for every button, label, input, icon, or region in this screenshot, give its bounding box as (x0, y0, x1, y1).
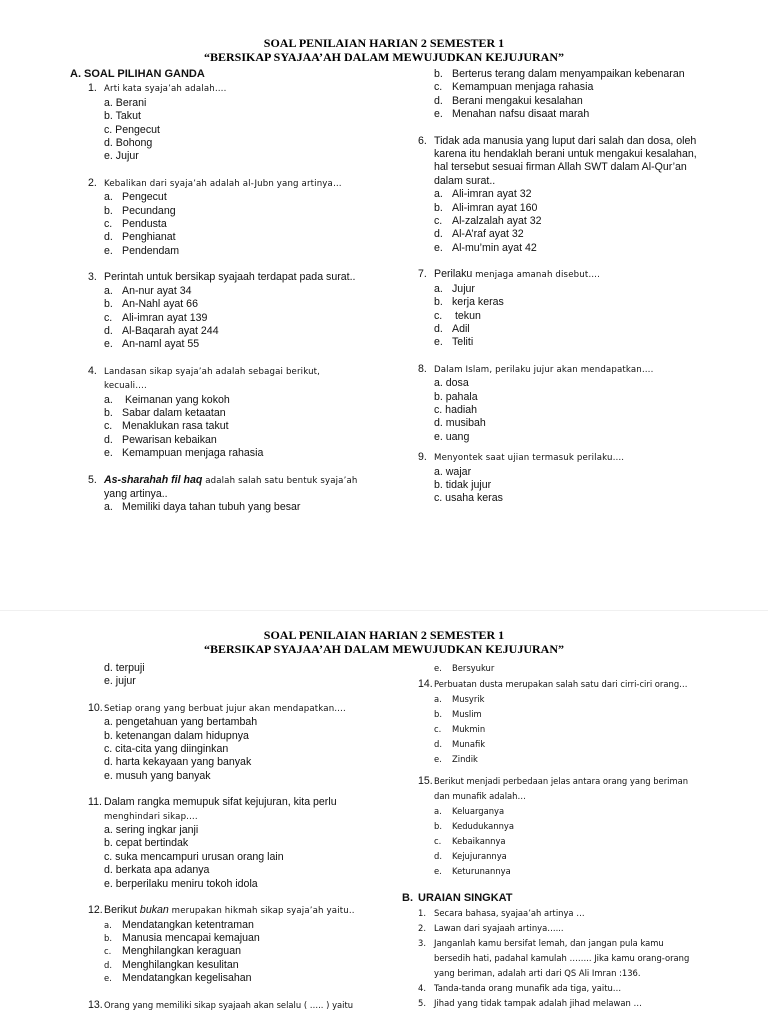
question-9-option-c[interactable]: c. usaha keras (434, 492, 503, 505)
question-3-option-b[interactable]: b. An-Nahl ayat 66 (104, 298, 198, 311)
title-line-1: SOAL PENILAIAN HARIAN 2 SEMESTER 1 (263, 36, 505, 50)
question-15-option-d[interactable]: d. Kejujurannya (434, 850, 507, 861)
question-6-line-4: dalam surat.. (434, 174, 496, 187)
question-1-option-d[interactable]: d. Bohong (104, 137, 153, 150)
question-2-option-a[interactable]: a. Pengecut (104, 191, 167, 204)
question-3-option-c[interactable]: c. Ali-imran ayat 139 (104, 311, 208, 324)
question-8-option-e[interactable]: e. uang (434, 430, 470, 443)
question-4: 4. Landasan sikap syaja’ah adalah sebagai berikut, kecuali…. (88, 364, 321, 392)
question-7-option-c[interactable]: c. tekun (434, 309, 481, 322)
question-9-option-b[interactable]: b. tidak jujur (434, 478, 492, 491)
question-9: 9. Menyontek saat ujian termasuk perilaku…. (418, 451, 625, 464)
question-9-option-d[interactable]: d. terpuji (104, 662, 145, 674)
question-8: 8. Dalam Islam, perilaku jujur akan mendapatkan…. (418, 362, 654, 375)
question-15-option-b[interactable]: b. Kedudukannya (434, 820, 515, 831)
title-line-2: “BERSIKAP SYAJAA’AH DALAM MEWUJUDKAN KEJUJURAN” (203, 642, 565, 656)
question-6-option-b[interactable]: b. Ali-imran ayat 160 (434, 201, 538, 214)
question-3-option-d[interactable]: d. Al-Baqarah ayat 244 (104, 324, 219, 337)
question-13: 13. Orang yang memiliki sikap syajaah akan selalu ( ….. ) yaitu (88, 998, 354, 1011)
question-2: 2. Kebalikan dari syaja’ah adalah al-Jubn yang artinya… (88, 176, 342, 189)
question-9-option-a[interactable]: a. wajar (434, 465, 472, 478)
question-12-option-a[interactable]: a. Mendatangkan ketentraman (104, 918, 254, 931)
question-9-text: Menyontek saat ujian termasuk perilaku…. (434, 453, 625, 464)
question-14-option-b[interactable]: b. Muslim (434, 708, 482, 719)
question-8-option-b[interactable]: b. pahala (434, 390, 478, 403)
question-5-text: adalah salah satu bentuk syaja’ah (202, 475, 358, 486)
question-2-option-c[interactable]: c. Pendusta (104, 218, 167, 231)
question-2-option-d[interactable]: d. Penghianat (104, 231, 176, 244)
question-4-option-b[interactable]: b. Sabar dalam ketaatan (104, 406, 226, 419)
question-12: 12. Berikut bukan merupakan hikmah sikap syaja’ah yaitu.. (88, 904, 355, 917)
question-5-term: As-sharahah fil haq (104, 473, 203, 486)
question-12-emphasis: bukan (139, 904, 169, 917)
question-11-text-cont: menghindari sikap…. (104, 811, 198, 822)
question-14-option-c[interactable]: c. Mukmin (434, 723, 486, 734)
question-4-option-d[interactable]: d. Pewarisan kebaikan (104, 433, 217, 446)
question-2-text: Kebalikan dari syaja’ah adalah al-Jubn yang artinya… (104, 178, 342, 189)
question-4-option-a[interactable]: a. Keimanan yang kokoh (104, 393, 230, 406)
question-8-option-c[interactable]: c. hadiah (434, 403, 477, 416)
question-1-option-e[interactable]: e. Jujur (104, 150, 139, 163)
question-1: 1. Arti kata syaja’ah adalah…. (88, 82, 227, 95)
question-14-option-e[interactable]: e. Zindik (434, 753, 478, 764)
question-4-text: Landasan sikap syaja’ah adalah sebagai berikut, (104, 366, 321, 377)
question-7: 7. Perilaku menjaga amanah disebut…. (418, 268, 600, 281)
question-7-option-d[interactable]: d. Adil (434, 322, 470, 335)
question-5-option-e[interactable]: e. Menahan nafsu disaat marah (434, 108, 590, 121)
page-2-right-column (402, 662, 718, 1011)
question-6: 6. Tidak ada manusia yang luput dari salah dan dosa, oleh karena itu hendaklah berani untuk mengakui kesalahan, hal tersebut sesuai firman Allah SWT dalam Al-Qur’an dalam surat.. (418, 134, 697, 187)
essay-1: 1. Secara bahasa, syajaa’ah artinya … (418, 908, 585, 919)
question-12-option-c[interactable]: c. Menghilangkan keraguan (104, 945, 241, 958)
question-8-option-a[interactable]: a. dosa (434, 377, 469, 390)
question-7-option-a[interactable]: a. Jujur (434, 282, 475, 295)
question-3-text: Perintah untuk bersikap syajaah terdapat pada surat.. (104, 271, 356, 284)
question-10: 10. Setiap orang yang berbuat jujur akan mendapatkan…. (88, 701, 346, 714)
question-12-option-e[interactable]: e. Mendatangkan kegelisahan (104, 972, 252, 985)
question-10-option-a[interactable]: a. pengetahuan yang bertambah (104, 716, 258, 729)
question-8-text: Dalam Islam, perilaku jujur akan mendapatkan…. (434, 364, 654, 375)
page-2-left-column (88, 662, 408, 1012)
question-10-option-e[interactable]: e. musuh yang banyak (104, 769, 211, 782)
page-1-left-column (70, 68, 400, 515)
question-14-option-d[interactable]: d. Munafik (434, 738, 486, 749)
question-11-option-d[interactable]: d. berkata apa adanya (104, 864, 210, 877)
essay-list (418, 906, 718, 1011)
question-4-option-c[interactable]: c. Menaklukan rasa takut (104, 420, 229, 433)
question-11: 11. Dalam rangka memupuk sifat kejujuran, kita perlu menghindari sikap…. (88, 796, 337, 822)
question-15-option-c[interactable]: c. Kebaikannya (434, 835, 506, 846)
question-15-option-a[interactable]: a. Keluarganya (434, 805, 505, 816)
question-12-text-a: Berikut (104, 904, 140, 917)
question-2-option-e[interactable]: e. Pendendam (104, 244, 180, 257)
question-6-line-1: Tidak ada manusia yang luput dari salah dan dosa, oleh (434, 134, 697, 147)
question-12-option-d[interactable]: d. Menghilangkan kesulitan (104, 958, 239, 971)
question-5-text-cont: yang artinya.. (104, 487, 168, 500)
question-13-option-e[interactable]: e. Bersyukur (434, 663, 495, 673)
question-10-option-d[interactable]: d. harta kekayaan yang banyak (104, 756, 252, 769)
question-11-text: Dalam rangka memupuk sifat kejujuran, kita perlu (104, 796, 337, 809)
question-6-option-a[interactable]: a. Ali-imran ayat 32 (434, 188, 532, 201)
question-8-option-d[interactable]: d. musibah (434, 417, 486, 430)
question-11-option-a[interactable]: a. sering ingkar janji (104, 824, 199, 837)
question-7-text-b: menjaga amanah disebut…. (472, 270, 600, 281)
question-10-option-b[interactable]: b. ketenangan dalam hidupnya (104, 729, 249, 742)
question-1-option-a[interactable]: a. Berani (104, 96, 147, 109)
question-3: 3. Perintah untuk bersikap syajaah terdapat pada surat.. (88, 271, 356, 284)
question-14-text: Perbuatan dusta merupakan salah satu dari cirri-ciri orang… (434, 679, 688, 690)
page-2 (0, 622, 768, 1024)
question-11-option-c[interactable]: c. suka mencampuri urusan orang lain (104, 850, 284, 863)
question-10-option-c[interactable]: c. cita-cita yang diinginkan (104, 743, 229, 756)
title-line-2: “BERSIKAP SYAJAA’AH DALAM MEWUJUDKAN KEJUJURAN” (203, 50, 565, 64)
question-15-text: Berikut menjadi perbedaan jelas antara orang yang beriman (434, 775, 689, 786)
question-15-option-e[interactable]: e. Keturunannya (434, 865, 511, 876)
essay-3: 3. Janganlah kamu bersifat lemah, dan jangan pula kamu bersedih hati, padahal kamulah …….. Jika kamu orang-orang yang beriman, adalah arti dari QS Ali Imran :136. (418, 938, 690, 979)
question-3-option-a[interactable]: a. An-nur ayat 34 (104, 284, 192, 297)
question-4-text-cont: kecuali…. (104, 381, 147, 392)
question-10-text: Setiap orang yang berbuat jujur akan mendapatkan…. (104, 703, 346, 714)
question-4-option-e[interactable]: e. Kemampuan menjaga rahasia (104, 447, 264, 460)
question-5: 5. As-sharahah fil haq adalah salah satu bentuk syaja’ah yang artinya.. (88, 473, 358, 500)
page-1-title (0, 36, 768, 64)
page-2-title (0, 628, 768, 656)
question-5-option-c[interactable]: c. Kemampuan menjaga rahasia (434, 81, 594, 94)
question-5-option-a[interactable]: a. Memiliki daya tahan tubuh yang besar (104, 501, 301, 514)
section-b-heading: B. URAIAN SINGKAT (402, 891, 513, 904)
question-9-option-e[interactable]: e. jujur (104, 675, 136, 688)
essay-4: 4. Tanda-tanda orang munafik ada tiga, yaitu… (418, 983, 622, 994)
question-6-option-c[interactable]: c. Al-zalzalah ayat 32 (434, 215, 542, 228)
question-1-text: Arti kata syaja’ah adalah…. (104, 84, 227, 95)
section-a-heading: A. SOAL PILIHAN GANDA (70, 68, 205, 80)
question-12-option-b[interactable]: b. Manusia mencapai kemajuan (104, 931, 260, 944)
question-1-option-c[interactable]: c. Pengecut (104, 123, 160, 136)
page-1-right-column (418, 68, 718, 506)
question-7-text-a: Perilaku (434, 268, 473, 281)
question-11-option-e[interactable]: e. berperilaku meniru tokoh idola (104, 877, 258, 890)
question-2-option-b[interactable]: b. Pecundang (104, 204, 176, 217)
question-5-option-d[interactable]: d. Berani mengakui kesalahan (434, 94, 583, 107)
question-6-line-2: karena itu hendaklah berani untuk mengakui kesalahan, (434, 148, 697, 161)
question-7-option-b[interactable]: b. kerja keras (434, 296, 504, 309)
question-12-text-b: merupakan hikmah sikap syaja’ah yaitu.. (168, 906, 355, 917)
question-3-option-e[interactable]: e. An-naml ayat 55 (104, 338, 200, 351)
question-6-line-3: hal tersebut sesuai firman Allah SWT dalam Al-Qur’an (434, 161, 687, 174)
title-line-1: SOAL PENILAIAN HARIAN 2 SEMESTER 1 (263, 628, 505, 642)
question-1-option-b[interactable]: b. Takut (104, 110, 141, 123)
question-5-option-b[interactable]: b. Berterus terang dalam menyampaikan kebenaran (434, 68, 685, 80)
question-13-text: Orang yang memiliki sikap syajaah akan selalu ( ….. ) yaitu (104, 999, 354, 1010)
question-6-option-d[interactable]: d. Al-A’raf ayat 32 (434, 228, 524, 241)
question-6-option-e[interactable]: e. Al-mu’min ayat 42 (434, 241, 537, 254)
question-15-text-cont: dan munafik adalah… (434, 790, 526, 801)
essay-2: 2. Lawan dari syajaah artinya…... (418, 923, 564, 934)
question-11-option-b[interactable]: b. cepat bertindak (104, 837, 189, 850)
question-15: 15. Berikut menjadi perbedaan jelas antara orang yang beriman dan munafik adalah… (418, 774, 689, 801)
question-14-option-a[interactable]: a. Musyrik (434, 693, 485, 704)
question-7-option-e[interactable]: e. Teliti (434, 336, 474, 349)
page-separator (0, 610, 768, 611)
essay-5: 5. Jihad yang tidak tampak adalah jihad melawan … (418, 998, 642, 1009)
question-14: 14. Perbuatan dusta merupakan salah satu dari cirri-ciri orang… (418, 678, 688, 691)
